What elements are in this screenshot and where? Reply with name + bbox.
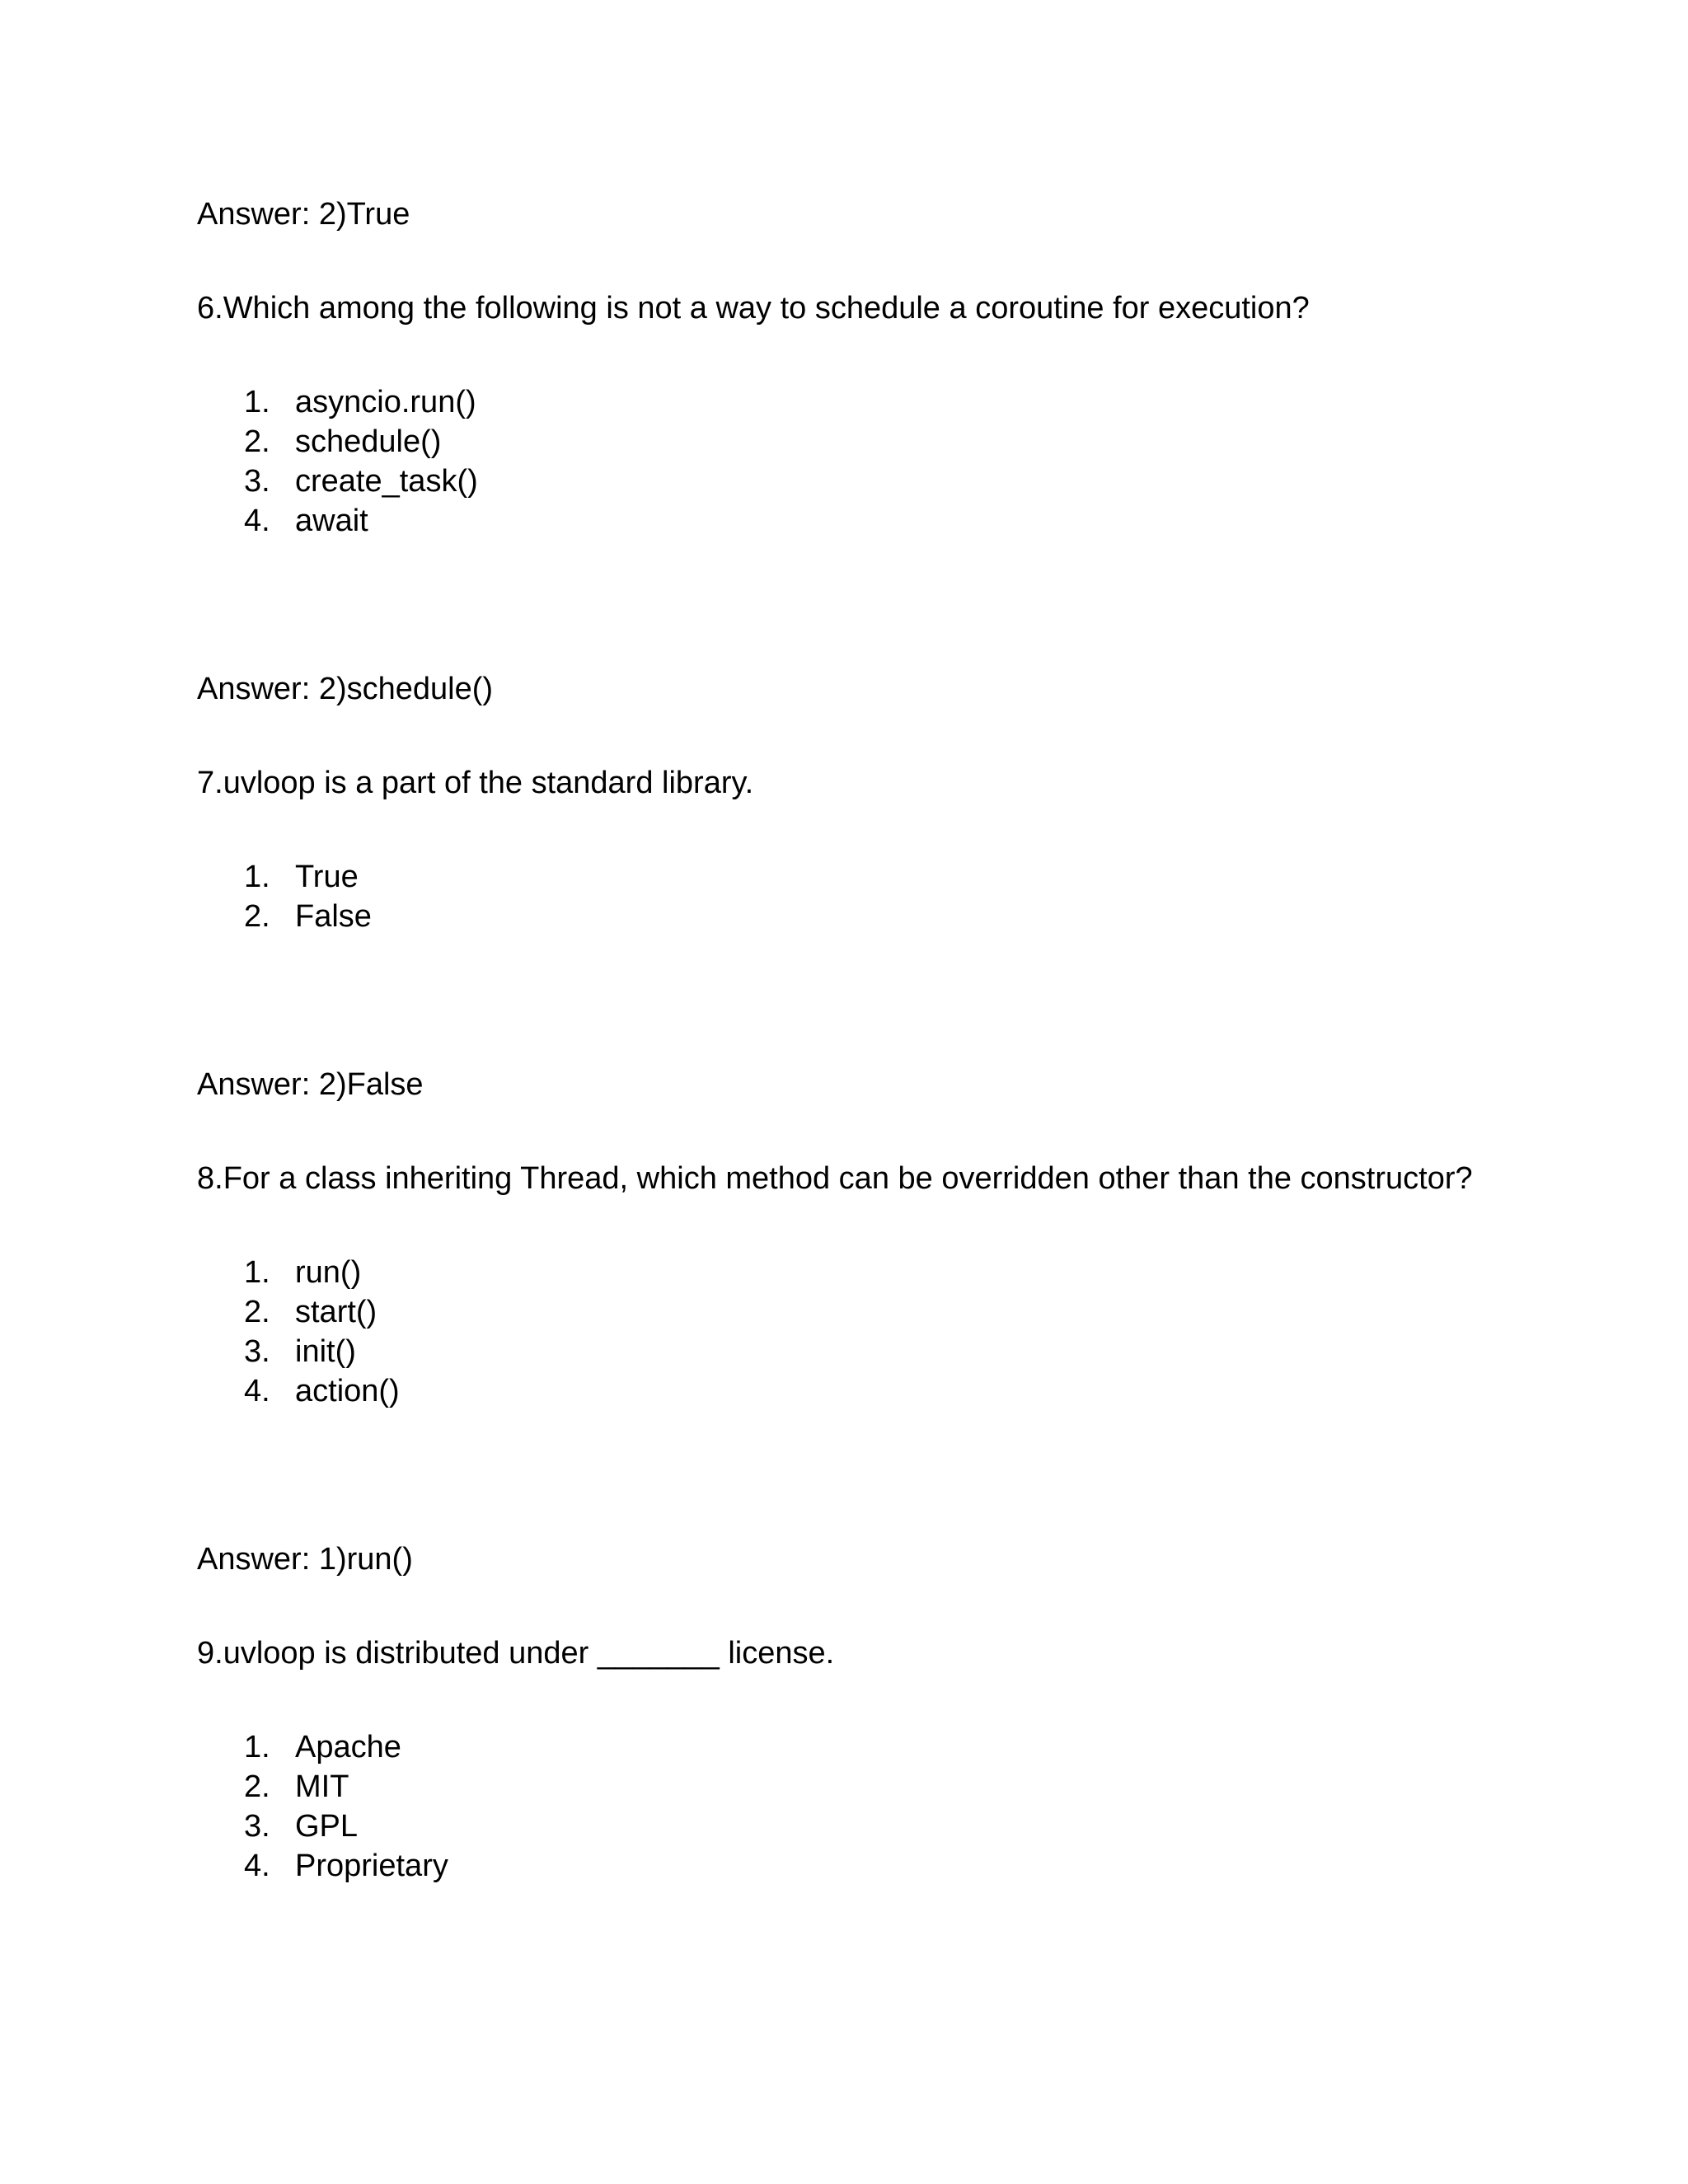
answer-5: Answer: 2)True xyxy=(197,197,410,232)
option-text: asyncio.run() xyxy=(295,385,476,419)
option-9-1 xyxy=(244,1727,448,1767)
option-number: 2. xyxy=(244,1295,270,1329)
option-text: start() xyxy=(295,1295,377,1329)
answer-6: Answer: 2)schedule() xyxy=(197,672,494,706)
options-list-7 xyxy=(244,857,372,936)
option-text: schedule() xyxy=(295,424,442,459)
option-text: run() xyxy=(295,1255,362,1290)
option-number: 2. xyxy=(244,1769,270,1804)
option-7-2 xyxy=(244,897,372,936)
option-number: 1. xyxy=(244,1255,270,1290)
option-text: True xyxy=(295,860,359,894)
option-6-3 xyxy=(244,462,478,501)
option-6-2 xyxy=(244,422,478,462)
option-number: 1. xyxy=(244,860,270,894)
option-text: MIT xyxy=(295,1769,349,1804)
option-number: 3. xyxy=(244,464,270,499)
option-8-3 xyxy=(244,1332,400,1371)
option-number: 3. xyxy=(244,1809,270,1844)
option-9-2 xyxy=(244,1767,448,1807)
option-9-4 xyxy=(244,1846,448,1886)
option-8-2 xyxy=(244,1292,400,1332)
question-8: 8.For a class inheriting Thread, which method can be overridden other than the constructor? xyxy=(197,1161,1473,1196)
option-6-4 xyxy=(244,501,478,541)
option-text: False xyxy=(295,899,372,934)
option-6-1 xyxy=(244,382,478,422)
option-text: await xyxy=(295,504,368,538)
option-number: 4. xyxy=(244,504,270,538)
option-number: 1. xyxy=(244,385,270,419)
question-6: 6.Which among the following is not a way to schedule a coroutine for execution? xyxy=(197,291,1310,326)
answer-7: Answer: 2)False xyxy=(197,1067,424,1102)
option-8-1 xyxy=(244,1253,400,1292)
option-number: 2. xyxy=(244,424,270,459)
options-list-6 xyxy=(244,382,478,541)
question-7: 7.uvloop is a part of the standard library. xyxy=(197,766,754,800)
option-text: action() xyxy=(295,1374,400,1408)
option-number: 1. xyxy=(244,1730,270,1765)
option-text: Proprietary xyxy=(295,1849,448,1883)
option-text: GPL xyxy=(295,1809,359,1844)
option-number: 2. xyxy=(244,899,270,934)
option-number: 3. xyxy=(244,1334,270,1369)
option-7-1 xyxy=(244,857,372,897)
options-list-9 xyxy=(244,1727,448,1886)
question-9: 9.uvloop is distributed under _______ license. xyxy=(197,1636,835,1671)
answer-8: Answer: 1)run() xyxy=(197,1542,413,1577)
option-text: Apache xyxy=(295,1730,401,1765)
option-number: 4. xyxy=(244,1374,270,1408)
option-number: 4. xyxy=(244,1849,270,1883)
option-text: create_task() xyxy=(295,464,478,499)
option-text: init() xyxy=(295,1334,356,1369)
options-list-8 xyxy=(244,1253,400,1411)
option-8-4 xyxy=(244,1371,400,1411)
option-9-3 xyxy=(244,1807,448,1846)
